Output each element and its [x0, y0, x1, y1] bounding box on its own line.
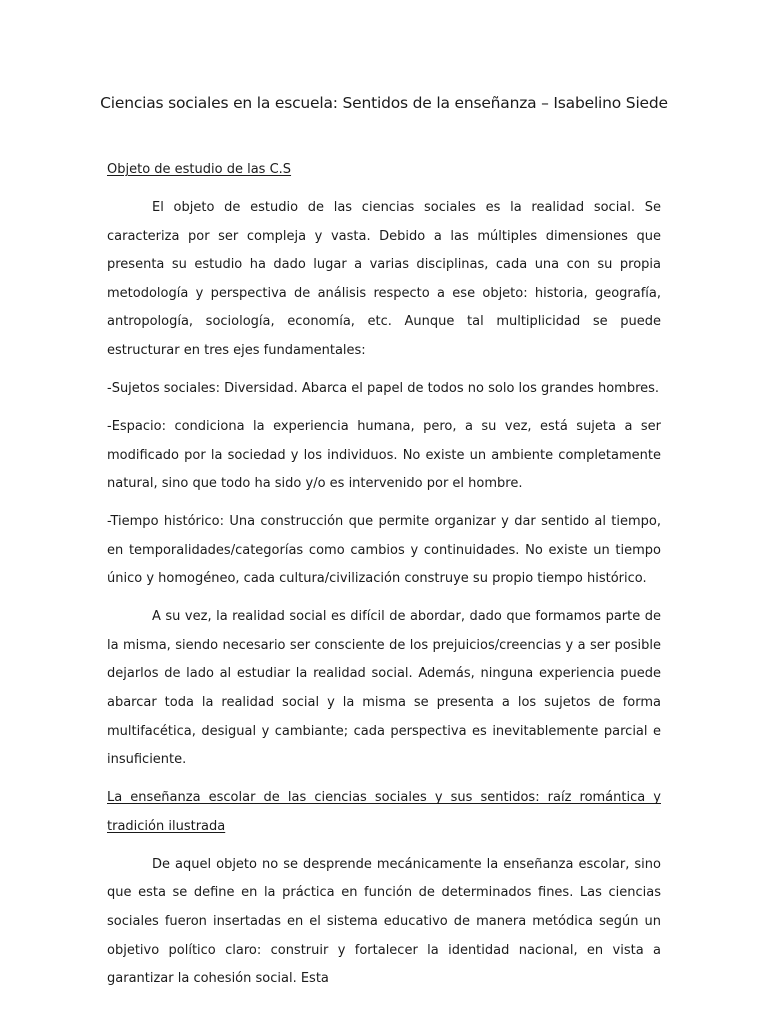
paragraph-ensenanza: De aquel objeto no se desprende mecánicamente la enseñanza escolar, sino que esta se define en la práctica en función de determinados fines. Las ciencias sociales fueron insertadas en el sistema educativo de manera metódica según un objetivo político claro: construir y fortalecer la identidad nacional, en vista a garantizar la cohesión social. Esta	[107, 856, 661, 987]
document-title: Ciencias sociales en la escuela: Sentidos de la enseñanza – Isabelino Siede	[100, 94, 668, 112]
document-body	[107, 156, 661, 1003]
paragraph-sujetos: -Sujetos sociales: Diversidad. Abarca el papel de todos no solo los grandes hombres.	[107, 380, 660, 396]
paragraph-realidad: A su vez, la realidad social es difícil de abordar, dado que formamos parte de la misma, siendo necesario ser consciente de los prejuicios/creencias y a ser posible dejarlos de lado al estudiar la realidad social. Además, ninguna experiencia puede abarcar toda la realidad social y la misma se presenta a los sujetos de forma multifacética, desigual y cambiante; cada perspectiva es inevitablemente parcial e insuficiente.	[107, 609, 661, 768]
paragraph-tiempo: -Tiempo histórico: Una construcción que permite organizar y dar sentido al tiempo, en temporalidades/categorías como cambios y continuidades. No existe un tiempo único y homogéneo, cada cultura/civilización construye su propio tiempo histórico.	[107, 514, 661, 587]
section-heading-objeto: Objeto de estudio de las C.S	[107, 162, 292, 177]
paragraph-objeto-intro: El objeto de estudio de las ciencias sociales es la realidad social. Se caracteriza por ser compleja y vasta. Debido a las múltiples dimensiones que presenta su estudio ha dado lugar a varias disciplinas, cada una con su propia metodología y perspectiva de análisis respecto a ese objeto: historia, geografía, antropología, sociología, economía, etc. Aunque tal multiplicidad se puede estructurar en tres ejes fundamentales:	[107, 199, 661, 358]
section-heading-ensenanza: La enseñanza escolar de las ciencias sociales y sus sentidos: raíz romántica y tradición ilustrada	[107, 790, 661, 834]
paragraph-espacio: -Espacio: condiciona la experiencia humana, pero, a su vez, está sujeta a ser modificado por la sociedad y los individuos. No existe un ambiente completamente natural, sino que todo ha sido y/o es intervenido por el hombre.	[107, 418, 661, 492]
